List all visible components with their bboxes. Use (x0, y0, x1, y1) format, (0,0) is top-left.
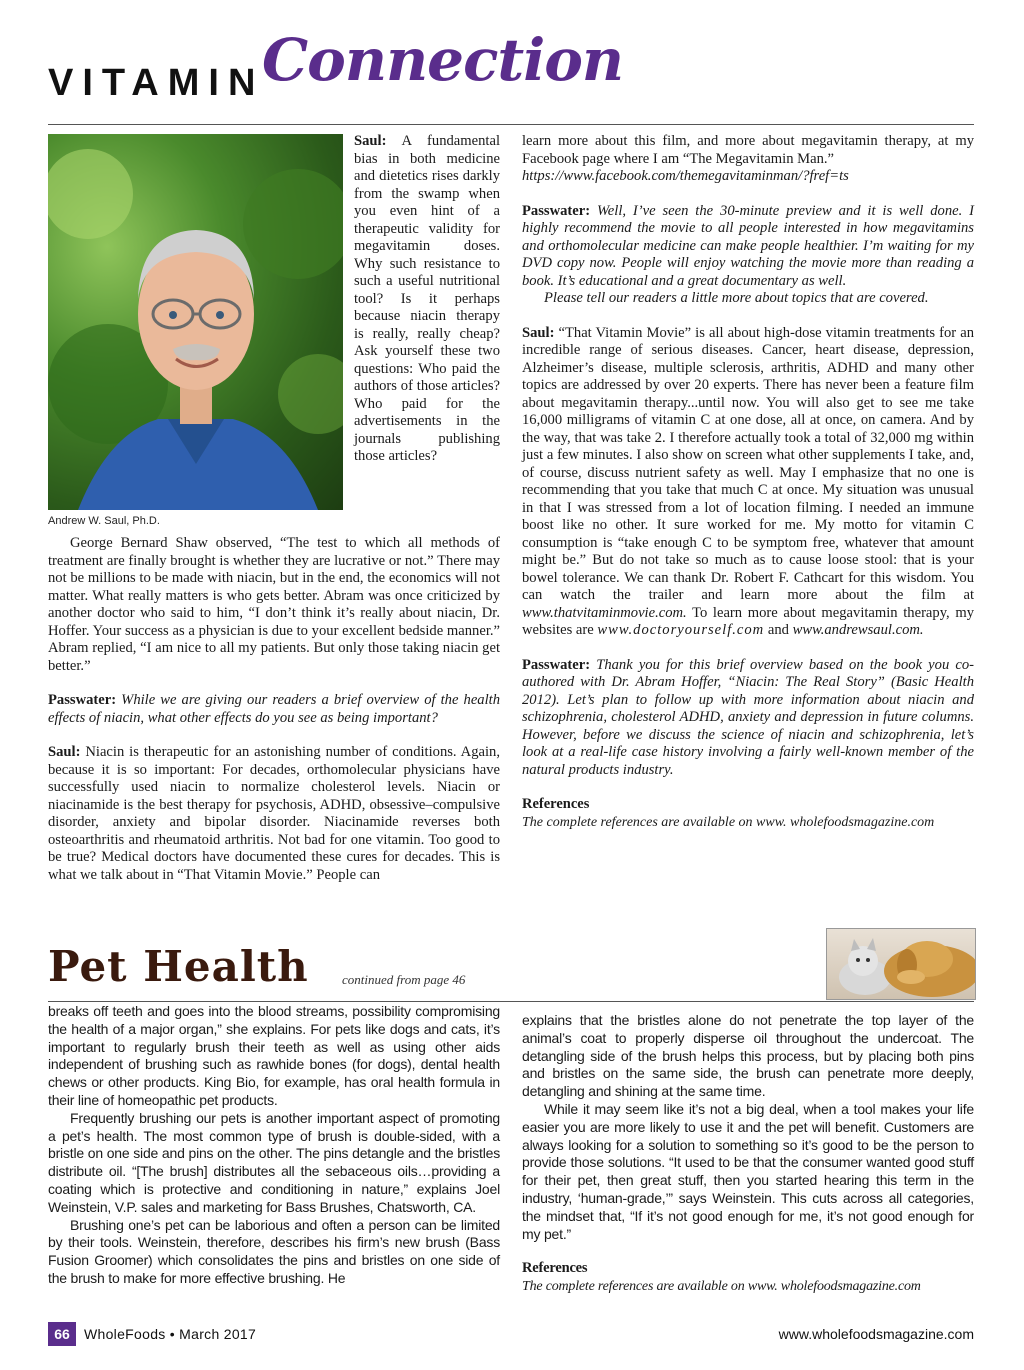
column-a-body (48, 535, 500, 884)
speaker-passwater: Passwater: (522, 202, 591, 219)
pet-references-heading: References (522, 1260, 588, 1277)
references-heading: References (522, 796, 590, 812)
column-a-top-text (354, 133, 500, 466)
speaker-saul: Saul: (354, 133, 387, 149)
saul-answer-3c: and (764, 622, 793, 638)
passwater-question-1: While we are giving our readers a brief overview of the health effects of niacin, what other effects do you see as being important? (48, 692, 500, 726)
pet-paragraph-3: Brushing one’s pet can be laborious and often a person can be limited by their tools. Weinstein, therefore, describes his firm’s new brush (Bass Fusion Groomer) which consolidates the pins and bristles on one side of the brush to make for more effective brushing. He (48, 1216, 500, 1286)
passwater-question-2b: Please tell our readers a little more about topics that are covered. (544, 290, 929, 306)
author-portrait-illustration (48, 134, 343, 510)
header-title-connection: Connection (262, 26, 624, 94)
references-text: The complete references are available on www. wholefoodsmagazine.com (522, 814, 935, 830)
footer-magazine-issue: WholeFoods • March 2017 (84, 1326, 257, 1342)
header-title-vitamin: VITAMIN (48, 62, 265, 104)
speaker-passwater: Passwater: (522, 656, 591, 673)
passwater-question-2: Well, I’ve seen the 30-minute preview and it is well done. I highly recommend the movie to all people interested in how megavitamins and orthomolecular medicine can make people healthier. I’m waiting for my DVD copy now. People will enjoy watching the movie more than reading a book. It’s educational and a great documentary as well. (522, 202, 974, 289)
doctoryourself-link[interactable]: www.doctoryourself.com (597, 622, 765, 638)
column-b-body (522, 133, 974, 831)
photo-caption: Andrew W. Saul, Ph.D. (48, 515, 160, 527)
footer-url[interactable]: www.wholefoodsmagazine.com (778, 1326, 974, 1342)
pet-paragraph-5: While it may seem like it’s not a big deal, when a tool makes your life easier you are more likely to use it and the pet will benefit. Customers are always looking for a solution to something so it’s good to be the person to provide those solutions. “It used to be that the consumer wanted good stuff for their pet, then great stuff, then you started hearing this term in the industry, ‘human-grade,’” says Weinstein. This cuts across all categories, the mindset that, “If it’s not good enough for me, it’s not good enough for my pet.” (522, 1100, 974, 1242)
movie-link[interactable]: www.thatvitaminmovie.com. (522, 604, 687, 621)
pet-paragraph-4: explains that the bristles alone do not penetrate the top layer of the animal’s coat to properly disperse oil throughout the undercoat. The detangling side of the brush helps this process, but by placing both pins and bristles on the same side, the brush can penetrate more deeply, detangling and shining at the same time. (522, 1012, 974, 1100)
pet-references-text: The complete references are available on www. wholefoodsmagazine.com (522, 1279, 921, 1295)
facebook-link[interactable]: https://www.facebook.com/themegavitaminman/?fref=ts (522, 168, 849, 184)
cat-dog-illustration (827, 929, 975, 999)
saul-answer-2: Niacin is therapeutic for an astonishing number of conditions. Again, because it is so important: For decades, orthomolecular physicians have successfully used niacin to normalize cholesterol levels. Niacin or niacinamide is the best therapy for psychosis, ADHD, obsessive–compulsive disorder, anxiety and bipolar disorder. Niacinamide reverses both osteoarthritis and rheumatoid arthritis. Not bad for one vitamin. Too good to be true? Medical doctors have documented these cures for decades. This is what we talk about in “That Vitamin Movie.” People can (48, 744, 500, 883)
saul-answer-1: A fundamental bias in both medicine and dietetics rises darkly from the swamp when you even hint of a therapeutic validity for megavitamin doses. Why such resistance to such a useful nutritional tool? Is it perhaps because niacin therapy is really, really cheap? Ask yourself these two questions: Who paid the authors of those articles? Who paid for the advertisements in the journals publishing those articles? (354, 133, 500, 464)
pet-continued-note: continued from page 46 (342, 972, 466, 987)
speaker-saul: Saul: (522, 324, 555, 341)
pet-column-a (48, 1003, 500, 1288)
andrewsaul-link[interactable]: www.andrewsaul.com. (792, 622, 924, 638)
top-divider (48, 124, 974, 125)
pet-paragraph-1: breaks off teeth and goes into the blood streams, possibility compromising the health of a major organ,” she explains. For pets like dogs and cats, it’s important to regularly brush their teeth as well as using other aids independent of brushing such as rawhide bones (for dogs), dental health chews or other products. King Bio, for example, has oral health formula in their line of homeopathic pet products. (48, 1003, 500, 1108)
pet-divider (48, 1001, 974, 1002)
pet-photo (826, 928, 976, 1000)
speaker-passwater: Passwater: (48, 692, 117, 708)
saul-answer-3b: To learn more about megavitamin therapy, my websites are (522, 604, 974, 638)
saul-answer-3: “That Vitamin Movie” is all about high-dose vitamin treatments for an incredible range of serious diseases. Cancer, heart disease, depression, Alzheimer’s disease, multiple sclerosis, arthritis, ADHD and many other topics are addressed by over 20 experts. There has never been a feature film about megavitamin therapy...until now. You will also get to see me take 16,000 milligrams of vitamin C at one dose, all at once, on camera. And by the way, that was take 2. I therefore actually took a total of 32,000 mg within just a few minutes. I also show on screen what other supplements I take, and, of course, discuss nutrient safety as well. May I emphasize that no one is recommending that you take that much C at once. My situation was unusual in that I was stressed from a lot of location filming. I needed an immune boost like no other. It sure worked for me. My motto for vitamin C consumption is “take enough C to be symptom free, whatever that amount might be.” But do not take so much as to cause loose stool: that is your bowel tolerance. We can thank Dr. Robert F. Cathcart for this wisdom. You can watch the trailer and learn more about the film at (522, 324, 974, 603)
shaw-paragraph: George Bernard Shaw observed, “The test to which all methods of treatment are finally brought is whether they are lucrative or not.” There may not be millions to be made with niacin, but in the end, the economics will not matter. What really matters is who gets better. Abram was once criticized by another doctor who said to him, “I don’t think it’s really about niacin, Dr. Hoffer. Your success as a physician is due to your excellent bedside manner.” Abram replied, “I am nice to all my patients. But only those taking niacin get better.” (48, 535, 500, 674)
page-number: 66 (48, 1322, 76, 1346)
pet-health-title: Pet Health (48, 942, 309, 991)
passwater-question-3: Thank you for this brief overview based on the book you co-authored with Dr. Abram Hoffer, “Niacin: The Real Story” (Basic Health 2012). Let’s plan to follow up with more information about niacin and schizophrenia, cholesterol ADHD, anxiety and depression in future columns. However, before we discuss the science of niacin and schizophrenia, let’s look at a real-life case history involving a fairly well-known member of the natural products industry. (522, 656, 974, 778)
facebook-paragraph: learn more about this film, and more about megavitamin therapy, at my Facebook page where I am “The Megavitamin Man.” (522, 133, 974, 167)
speaker-saul: Saul: (48, 744, 81, 760)
pet-column-b (522, 1012, 974, 1296)
pet-paragraph-2: Frequently brushing our pets is another important aspect of promoting a pet’s health. The most common type of brush is double-sided, with a bristle on one side and pins on the other. The pins detangle and the bristles distribute oil. “[The brush] distributes all the sebaceous oils…providing a coating which is protective and conditioning in nature,” explains Joel Weinstein, V.P. sales and marketing for Bass Brushes, Chatsworth, CA. (48, 1109, 500, 1215)
author-photo (48, 134, 343, 510)
